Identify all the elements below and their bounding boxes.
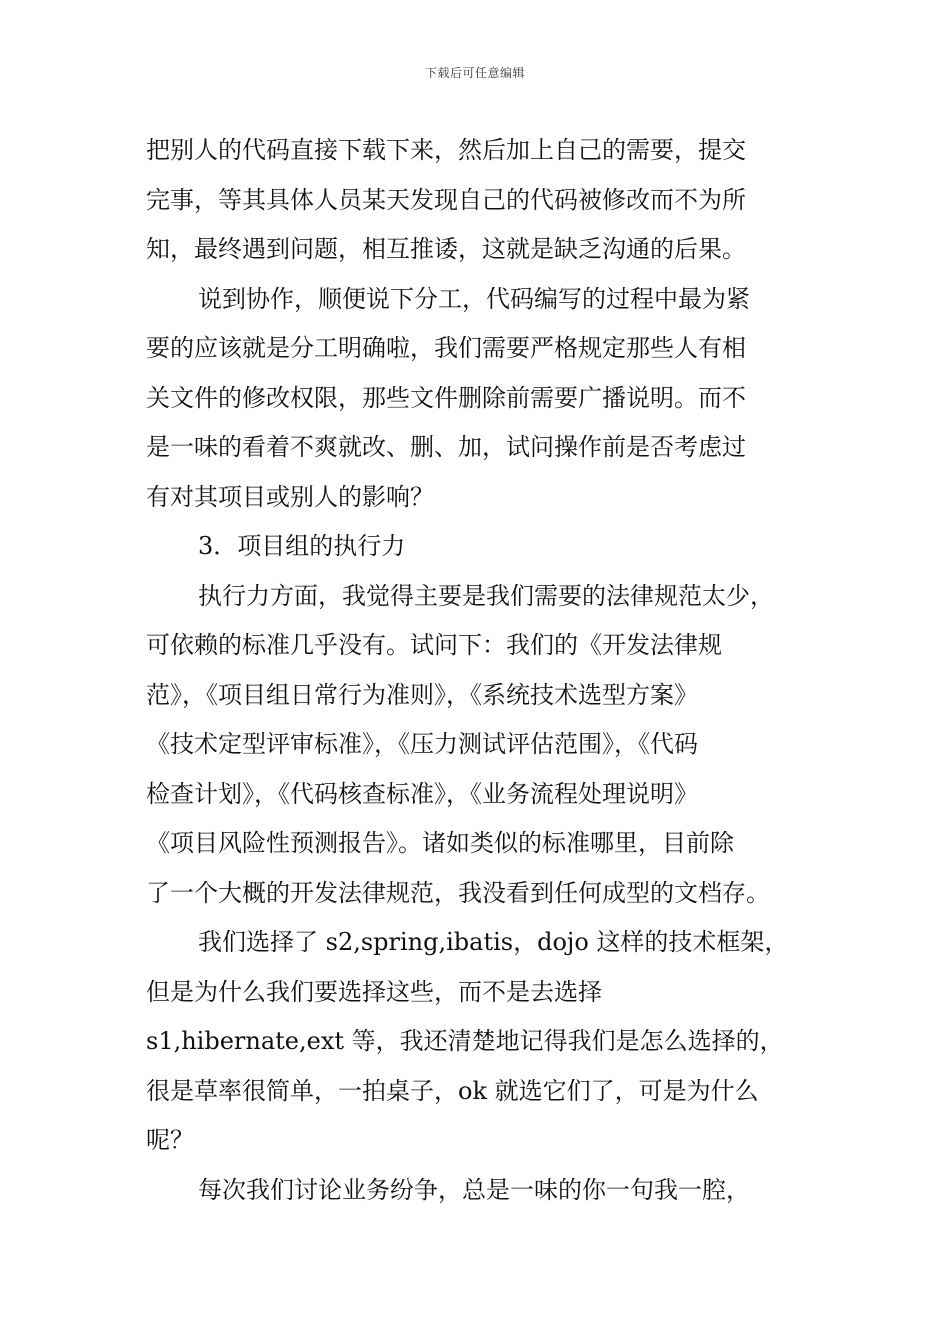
text-line: 是一味的看着不爽就改、删、加，试问操作前是否考虑过 [146,433,746,461]
text-line: 可依赖的标准几乎没有。试问下：我们的《开发法律规 [146,631,722,659]
text-line: 完事，等其具体人员某天发现自己的代码被修改而不为所 [146,185,746,214]
text-line: 关文件的修改权限，那些文件删除前需要广播说明。而不 [146,383,746,412]
text-line: 范》，《项目组日常行为准则》，《系统技术选型方案》 [146,680,698,709]
text-line: 呢？ [146,1126,194,1154]
text-line: 知，最终遇到问题，相互推诿，这就是缺乏沟通的后果。 [146,235,746,263]
text-line: 了一个大概的开发法律规范，我没看到任何成型的文档存。 [146,878,770,907]
text-line: 但是为什么我们要选择这些，而不是去选择 [146,977,602,1006]
text-line: 把别人的代码直接下载下来，然后加上自己的需要，提交 [146,136,746,164]
paragraph-first-line: 每次我们讨论业务纷争，总是一味的你一句我一腔， [198,1175,750,1204]
text-line: 《技术定型评审标准》，《压力测试评估范围》，《代码 [146,730,698,758]
paragraph-first-line: 我们选择了 s2,spring,ibatis，dojo 这样的技术框架， [198,928,789,956]
text-line: s1,hibernate,ext 等，我还清楚地记得我们是怎么选择的， [146,1027,784,1055]
text-line: 要的应该就是分工明确啦，我们需要严格规定那些人有相 [146,334,746,362]
text-line: 有对其项目或别人的影响？ [146,482,434,511]
text-line: 很是草率很简单，一拍桌子，ok 就选它们了，可是为什么 [146,1076,759,1105]
paragraph-first-line: 说到协作，顺便说下分工，代码编写的过程中最为紧 [198,284,750,313]
document-body [146,126,810,1215]
page-header: 下载后可任意编辑 [424,66,525,80]
section-heading: 3．项目组的执行力 [198,532,406,560]
text-line: 检查计划》，《代码核查标准》，《业务流程处理说明》 [146,779,698,808]
paragraph-first-line: 执行力方面，我觉得主要是我们需要的法律规范太少， [198,581,774,610]
text-line: 《项目风险性预测报告》。诸如类似的标准哪里，目前除 [146,829,734,857]
